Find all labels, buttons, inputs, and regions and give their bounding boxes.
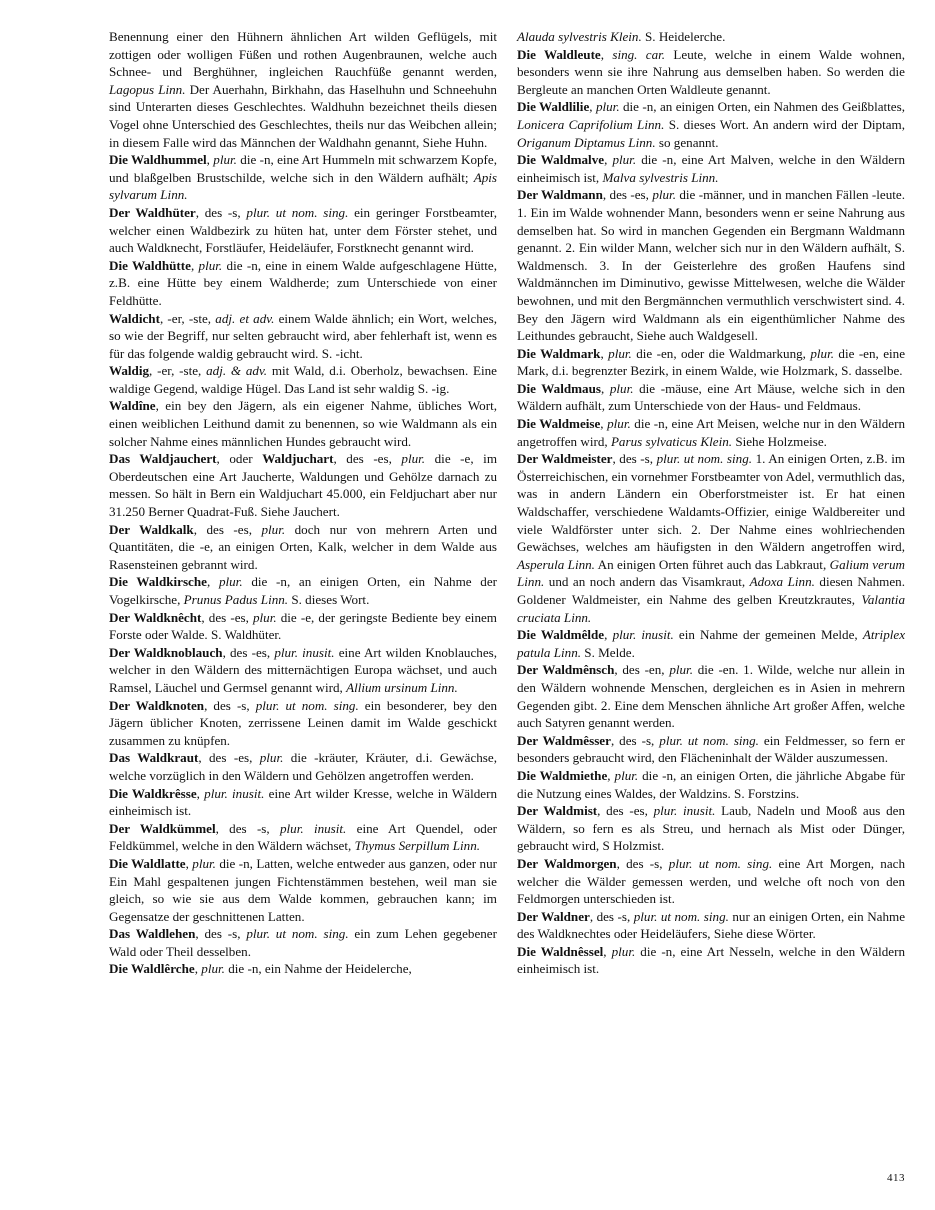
entry-italic-text: Adoxa Linn. (749, 574, 815, 590)
entry-italic-text: plur. (198, 257, 223, 273)
entry-italic-text: plur. inusit. (204, 785, 265, 801)
entry-italic-text: plur. ut nom. sing. (668, 855, 773, 871)
entry-italic-text: plur. (218, 574, 243, 590)
dictionary-entry (517, 802, 905, 855)
left-column (109, 28, 497, 978)
entry-italic-text: plur. ut nom. sing. (246, 926, 349, 942)
dictionary-entry (517, 732, 905, 767)
entry-text: , (604, 627, 613, 643)
entry-text: einem Walde ähnlich; ein Wort, welches, so wie der Begriff, nur selten gebraucht wird, aber fehlerhaft ist, wenn es für das folgende waldig gebraucht wird. S. -icht. (109, 310, 497, 361)
entry-text: , (600, 380, 610, 396)
entry-text: so genannt. (655, 134, 719, 150)
dictionary-entry (109, 925, 497, 960)
entry-headword: Der Waldknêcht (109, 609, 202, 625)
dictionary-entry (517, 46, 905, 99)
entry-text: Leute, welche in einem Walde wohnen, besonders wenn sie ihre Nahrung aus demselben haben. So werden die Bergleute an manchen Orten Waldleute genannt. (517, 46, 906, 97)
entry-headword: Das Waldjauchert (109, 451, 217, 467)
entry-text: 1. An einigen Orten, z.B. im Österreichischen, ein vornehmer Forstbeamter von Adel, vermuthlich das, was in andern Ländern ein Oberforstmeister ist. Er hat einen Waldschaffer, verschiedene Waldamts-Offizier, einige Waldbereiter und viele Waldförster unter sich. 2. Der Nahme eines wohlriechenden Gewächses, welches am häufigsten in den Wäldern angetroffen wird, (517, 451, 906, 555)
entry-text: , -er, -ste, (149, 363, 207, 379)
dictionary-entry (109, 310, 497, 363)
entry-headword: Die Waldnêssel (517, 943, 604, 959)
entry-italic-text: Origanum Diptamus Linn. (517, 134, 656, 150)
entry-text: nur an einigen Orten, ein Nahme des Waldknechtes oder Heideläufers, Siehe diese Wörter. (517, 908, 906, 942)
entry-text: ein geringer Forstbeamter, welcher einen Waldbezirk zu hüten hat, unter dem Förster stehet, und auch Waldknecht, Forstläufer, Heideläufer, Forstknecht genannt wird. (109, 204, 498, 256)
dictionary-entry (517, 415, 905, 450)
entry-headword: Der Waldmorgen (517, 855, 617, 871)
entry-text: die -en, eine Mark, d.i. begrenzter Bezirk, in einem Walde, wie Holzmark, S. dasselbe. (517, 345, 906, 379)
entry-headword: Die Waldlêrche (109, 961, 195, 977)
entry-text: S. dieses Wort. (288, 592, 370, 607)
entry-headword: Der Waldhüter (109, 204, 196, 220)
dictionary-entry (517, 98, 905, 151)
dictionary-entry (517, 626, 905, 661)
right-column (517, 28, 905, 978)
entry-text: ein Nahme der gemeinen Melde, (673, 627, 863, 643)
entry-text: diesen Nahmen. Goldener Waldmeister, ein Nahme des gelben Kreutzkrautes, (517, 574, 905, 607)
entry-text: S. Melde. (581, 644, 635, 660)
entry-headword: Der Waldmeister (517, 451, 613, 467)
entry-italic-text: plur. (612, 152, 637, 168)
entry-text: , (600, 46, 613, 62)
entry-text: die -en, oder die Waldmarkung, (631, 345, 811, 361)
entry-italic-text: plur. (401, 451, 426, 467)
dictionary-entry (109, 785, 497, 820)
entry-headword: Die Waldmalve (517, 152, 605, 168)
entry-italic-text: plur. inusit. (279, 820, 347, 836)
entry-text: die -n, eine in einem Walde aufgeschlagene Hütte, z.B. eine Hütte bey einem Waldherde; zum Unterschiede von einer Feldhütte. (109, 257, 497, 308)
entry-text: die -n, eine Art Malven, welche in den Wäldern einheimisch ist, (517, 152, 905, 185)
dictionary-entry (109, 362, 497, 397)
entry-text: , (194, 961, 202, 977)
entry-headword: Der Waldmêsser (517, 732, 611, 748)
entry-italic-text: Malva sylvestris Linn. (602, 169, 719, 185)
entry-text: eine Art Quendel, oder Feldkümmel, welche in den Wäldern wächset, (109, 820, 498, 854)
entry-italic-text: plur. ut nom. sing. (255, 697, 359, 713)
entry-italic-text: plur. (595, 99, 620, 115)
dictionary-entry (109, 609, 497, 644)
entry-text: ein Feldmesser, so fern er besonders gebraucht wird, den Flächeninhalt der Wälder auszumessen. (517, 732, 905, 766)
entry-text: Laub, Nadeln und Mooß aus den Wäldern, so fern es als Streu, und hernach als Mist oder Dünger, gebraucht wird, S Holzmist. (517, 803, 905, 854)
entry-italic-text: plur. inusit. (612, 627, 674, 643)
entry-headword: Der Waldmann (517, 187, 603, 203)
entry-headword: Der Waldknoten (109, 697, 205, 713)
entry-italic-text: plur. (201, 961, 225, 977)
dictionary-entry (109, 644, 497, 697)
entry-text: die -mäuse, eine Art Mäuse, welche sich in den Wäldern aufhält, zum Unterschiede von der Haus- und Feldmaus. (517, 380, 905, 414)
entry-text: , des -es, (198, 750, 260, 766)
entry-italic-text: plur. (652, 187, 676, 203)
entry-italic-text: plur. (810, 345, 835, 361)
entry-italic-text: plur. (609, 380, 634, 396)
entry-text: Siehe Holzmeise. (732, 433, 827, 449)
entry-headword: Waldicht (109, 310, 160, 326)
entry-text: , (206, 152, 214, 168)
entry-text: , (196, 785, 205, 801)
entry-headword: Die Waldhütte (109, 257, 191, 273)
dictionary-entry (517, 151, 905, 186)
entry-text: die -n, Latten, welche entweder aus ganzen, oder nur Ein Mahl gespaltenen jungen Fichtenstämmen bestehen, weil man sie gleich, so wie sie aus dem Walde kommen, gebrauchen kann; im Gegensatze der geschnittenen Latten. (109, 855, 498, 924)
entry-text: , (190, 257, 199, 273)
entry-headword: Die Waldmêlde (517, 627, 605, 643)
entry-text: , (185, 855, 193, 871)
entry-italic-text: plur. ut nom. sing. (633, 908, 729, 924)
entry-text: eine Art Morgen, nach welcher die Wälder gemessen werden, und welche oft noch von den Feldmorgen unterschieden ist. (517, 855, 906, 907)
entry-headword: Die Waldmaus (517, 380, 601, 396)
entry-text: , des -s, (610, 732, 660, 748)
entry-italic-text: plur. inusit. (653, 803, 716, 819)
entry-italic-text: plur. (611, 943, 636, 959)
entry-text: die -n, an einigen Orten, ein Nahme der Vogelkirsche, (109, 574, 498, 607)
entry-italic-text: plur. (192, 855, 216, 871)
entry-headword: Der Waldmênsch (517, 662, 615, 678)
entry-text: ein zum Lehen gegebener Wald oder Theil desselben. (109, 926, 497, 959)
entry-italic-text: Lonicera Caprifolium Linn. (517, 116, 665, 132)
entry-italic-text: plur. (252, 609, 277, 625)
entry-text: eine Art wilden Knoblauches, welcher in den Wäldern des mitternächtigen Europa wächset, und auch Ramsel, Läuchel und Germsel genannt wird, (109, 644, 497, 695)
dictionary-entry (517, 186, 905, 344)
entry-italic-text: sing. car. (612, 46, 666, 62)
entry-italic-text: Lagopus Linn. (109, 81, 186, 97)
entry-text: , des -es, (602, 187, 653, 203)
entry-italic-text: plur. inusit. (274, 644, 335, 660)
entry-italic-text: adj. et adv. (215, 310, 275, 326)
entry-italic-text: Thymus Serpillum Linn. (354, 838, 481, 854)
entry-text: eine Art wilder Kresse, welche in Wäldern einheimisch ist. (109, 785, 497, 819)
page-number: 413 (887, 1172, 905, 1184)
entry-italic-text: plur. (261, 521, 286, 537)
entry-headword: Waldîne (109, 398, 156, 414)
entry-text: , ein bey den Jägern, als ein eigener Nahme, übliches Wort, einen weiblichen Leithund damit zu benennen, so wie Waldmann als ein solcher Nahme eines männlichen Hundes gebraucht wird. (109, 398, 497, 449)
entry-headword: Die Waldhummel (109, 152, 207, 168)
dictionary-entry (517, 943, 905, 978)
dictionary-entry (109, 397, 497, 450)
dictionary-entry (109, 855, 497, 925)
entry-italic-text: Asperula Linn. (517, 556, 595, 572)
entry-italic-text: plur. (607, 416, 631, 432)
entry-text: , -er, -ste, (159, 310, 216, 326)
entry-text: , (600, 345, 609, 361)
entry-text: die -n, an einigen Orten, ein Nahmen des Geißblattes, (619, 99, 905, 115)
entry-text: , des -s, (589, 908, 634, 924)
entry-text: , (600, 416, 608, 432)
entry-italic-text: plur. (669, 662, 693, 678)
entry-italic-text: plur. ut nom. sing. (656, 451, 753, 467)
entry-headword: Die Waldkirsche (109, 574, 207, 590)
dictionary-entry (109, 257, 497, 310)
entry-headword: Der Waldknoblauch (109, 644, 223, 660)
entry-text: die -n, an einigen Orten, die jährliche Abgabe für die Nutzung eines Waldes, der Waldzins. S. Forstzins. (517, 767, 906, 801)
entry-text: , des -s, (195, 204, 247, 220)
entry-italic-text: Parus sylvaticus Klein. (610, 433, 733, 449)
entry-italic-text: Alauda sylvestris Klein. (517, 29, 642, 44)
dictionary-entry (109, 697, 497, 750)
entry-text: , (206, 574, 219, 590)
entry-text: , (589, 99, 596, 115)
entry-text: , des -s, (616, 855, 669, 871)
entry-italic-text: Valantia cruciata Linn. (517, 592, 905, 625)
entry-text: ein besonderer, bey den Jägern üblicher Knoten, zerrissene Leinen damit im Walde geschickt zusammen zu knüpfen. (109, 697, 497, 748)
entry-italic-text: Atriplex patula Linn. (517, 627, 906, 660)
dictionary-entry (109, 450, 497, 520)
entry-italic-text: plur. ut nom. sing. (659, 732, 759, 748)
dictionary-entry (109, 960, 497, 978)
entry-italic-text: Allium ursinum Linn. (346, 679, 458, 695)
entry-text: , des -s, (612, 451, 657, 467)
entry-text: An einigen Orten führet auch das Labkraut, (594, 556, 830, 572)
entry-text: die -e, der geringste Bediente bey einem Forste oder Walde. S. Waldhüter. (109, 609, 497, 643)
dictionary-entry (517, 661, 905, 731)
entry-italic-text: adj. & adv. (206, 363, 268, 379)
entry-text: die -kräuter, Kräuter, d.i. Gewächse, welche vorzüglich in den Wäldern und Gehölzen angetroffen werden. (109, 750, 497, 783)
entry-text: S. Heidelerche. (641, 29, 726, 44)
entry-text: , des -s, (215, 820, 280, 836)
dictionary-entry (517, 28, 905, 46)
entry-text: , (607, 767, 615, 783)
dictionary-entry (517, 855, 905, 908)
entry-text: , des -es, (193, 521, 262, 537)
entry-text: , oder (216, 451, 263, 467)
entry-text: und an noch andern das Visamkraut, (544, 574, 750, 590)
entry-text: , des -es, (333, 451, 402, 467)
entry-headword: Der Waldkümmel (109, 820, 216, 836)
dictionary-entry (109, 204, 497, 257)
entry-headword: Die Waldkrêsse (109, 785, 197, 801)
entry-headword: Das Waldlehen (109, 926, 196, 942)
entry-headword: Waldjuchart (262, 451, 334, 467)
entry-text: die -n, eine Art Nesseln, welche in den Wäldern einheimisch ist. (517, 943, 905, 977)
entry-text: die -männer, und in manchen Fällen -leute. 1. Ein im Walde wohnender Mann, besonders wenn er seine Nahrung aus demselben hat. So wird in manchen Gegenden ein Bergmann Waldmann genannt. 2. Ein wilder Mann, welcher sich nur in den Wäldern aufhält, S. Waldmensch. 3. In der Geisterlehre des großen Haufens sind Waldmännchen im Diminutivo, gewisse Mittelwesen, welche die Wälder bewohnen, und mit den Bergmännchen vermuthlich verschwistert sind. 4. Bey den Jägern wird Waldmann als ein eigenthümlicher Nahme des Leithundes gebraucht, Siehe auch Waldgesell. (517, 187, 905, 344)
entry-text: Benennung einer den Hühnern ähnlichen Art wilden Geflügels, mit zottigen oder wolligen Füßen und rothen Augenbraunen, welche auch Schnee- und Berghühner, ingleichen Rauchfüße genannt werden, (109, 29, 497, 80)
entry-text: , des -es, (201, 609, 253, 625)
dictionary-entry (109, 573, 497, 608)
entry-headword: Waldig (109, 363, 150, 379)
dictionary-entry (109, 749, 497, 784)
entry-text: , des -es, (597, 803, 654, 819)
entry-text: die -n, eine Art Hummeln mit schwarzem Kopfe, und blaßgelben Brustschilde, welche sich in den Wäldern aufhält; (109, 152, 498, 185)
dictionary-entry (109, 521, 497, 574)
entry-headword: Der Waldkalk (109, 521, 194, 537)
entry-text: die -n, eine Art Meisen, welche nur in den Wäldern angetroffen wird, (517, 416, 906, 449)
entry-text: die -en. 1. Wilde, welche nur allein in den Wäldern wohnende Menschen, dergleichen es in Asien in mehrern Gegenden gibt. 2. Eine dem Menschen ähnliche Art großer Affen, welche auch Satyren genannt werden. (517, 662, 905, 731)
entry-italic-text: plur. ut nom. sing. (246, 204, 349, 220)
entry-italic-text: plur. (608, 345, 632, 361)
entry-text: S. dieses Wort. An andern wird der Diptam, (664, 116, 906, 132)
dictionary-entry (517, 345, 905, 380)
entry-italic-text: Prunus Padus Linn. (183, 592, 289, 607)
entry-italic-text: Apis sylvarum Linn. (109, 169, 497, 203)
entry-text: , des -s, (204, 697, 256, 713)
entry-italic-text: Galium verum Linn. (517, 556, 905, 590)
entry-text: mit Wald, d.i. Oberholz, bewachsen. Eine waldige Gegend, waldige Hügel. Das Land ist sehr waldig S. -ig. (109, 363, 497, 396)
entry-headword: Die Waldlilie (517, 99, 590, 115)
entry-text: die -e, im Oberdeutschen eine Art Jaucherte, Waldungen und Gehölze darnach zu messen. So hält in Bern ein Waldjuchart 45.000, ein Feldjuchart aber nur 31.250 Berner Quadrat-Fuß. Siehe Jauchert. (109, 451, 498, 520)
dictionary-entry (109, 820, 497, 855)
entry-headword: Die Waldmiethe (517, 767, 608, 783)
dictionary-entry (109, 151, 497, 204)
dictionary-entry (517, 450, 905, 626)
dictionary-entry (517, 380, 905, 415)
entry-headword: Die Waldmark (517, 345, 601, 361)
entry-text: Der Auerhahn, Birkhahn, das Haselhuhn und Schneehuhn sind Unterarten dieses Geschlechtes. Waldhuhn bezeichnet theils diesen Vogel ohne Unterschied des Geschlechtes, theils nur das Weibchen allein; in diesem Falle wird das Männchen der Waldhahn genannt, Siehe Huhn. (109, 81, 497, 150)
entry-text: , (604, 152, 613, 168)
entry-text: , des -en, (614, 662, 670, 678)
entry-text: die -n, ein Nahme der Heidelerche, (224, 961, 412, 977)
entry-text: , (603, 943, 612, 959)
entry-italic-text: plur. (213, 152, 237, 168)
entry-headword: Die Waldleute (517, 46, 601, 62)
entry-headword: Der Waldner (517, 908, 590, 924)
dictionary-entry (109, 28, 497, 151)
entry-text: , des -es, (222, 644, 275, 660)
entry-text: , des -s, (195, 926, 247, 942)
entry-text: doch nur von mehrern Arten und Quantitäten, die -e, an einigen Orten, Kalk, welcher in dem Walde aus Rasensteinen gebrannt wird. (109, 521, 498, 572)
entry-headword: Der Waldmist (517, 803, 598, 819)
entry-italic-text: plur. (259, 750, 284, 766)
dictionary-entry (517, 767, 905, 802)
entry-italic-text: plur. (614, 767, 639, 783)
entry-headword: Das Waldkraut (109, 750, 199, 766)
entry-headword: Die Waldmeise (517, 416, 601, 432)
entry-headword: Die Waldlatte (109, 855, 186, 871)
dictionary-entry (517, 908, 905, 943)
